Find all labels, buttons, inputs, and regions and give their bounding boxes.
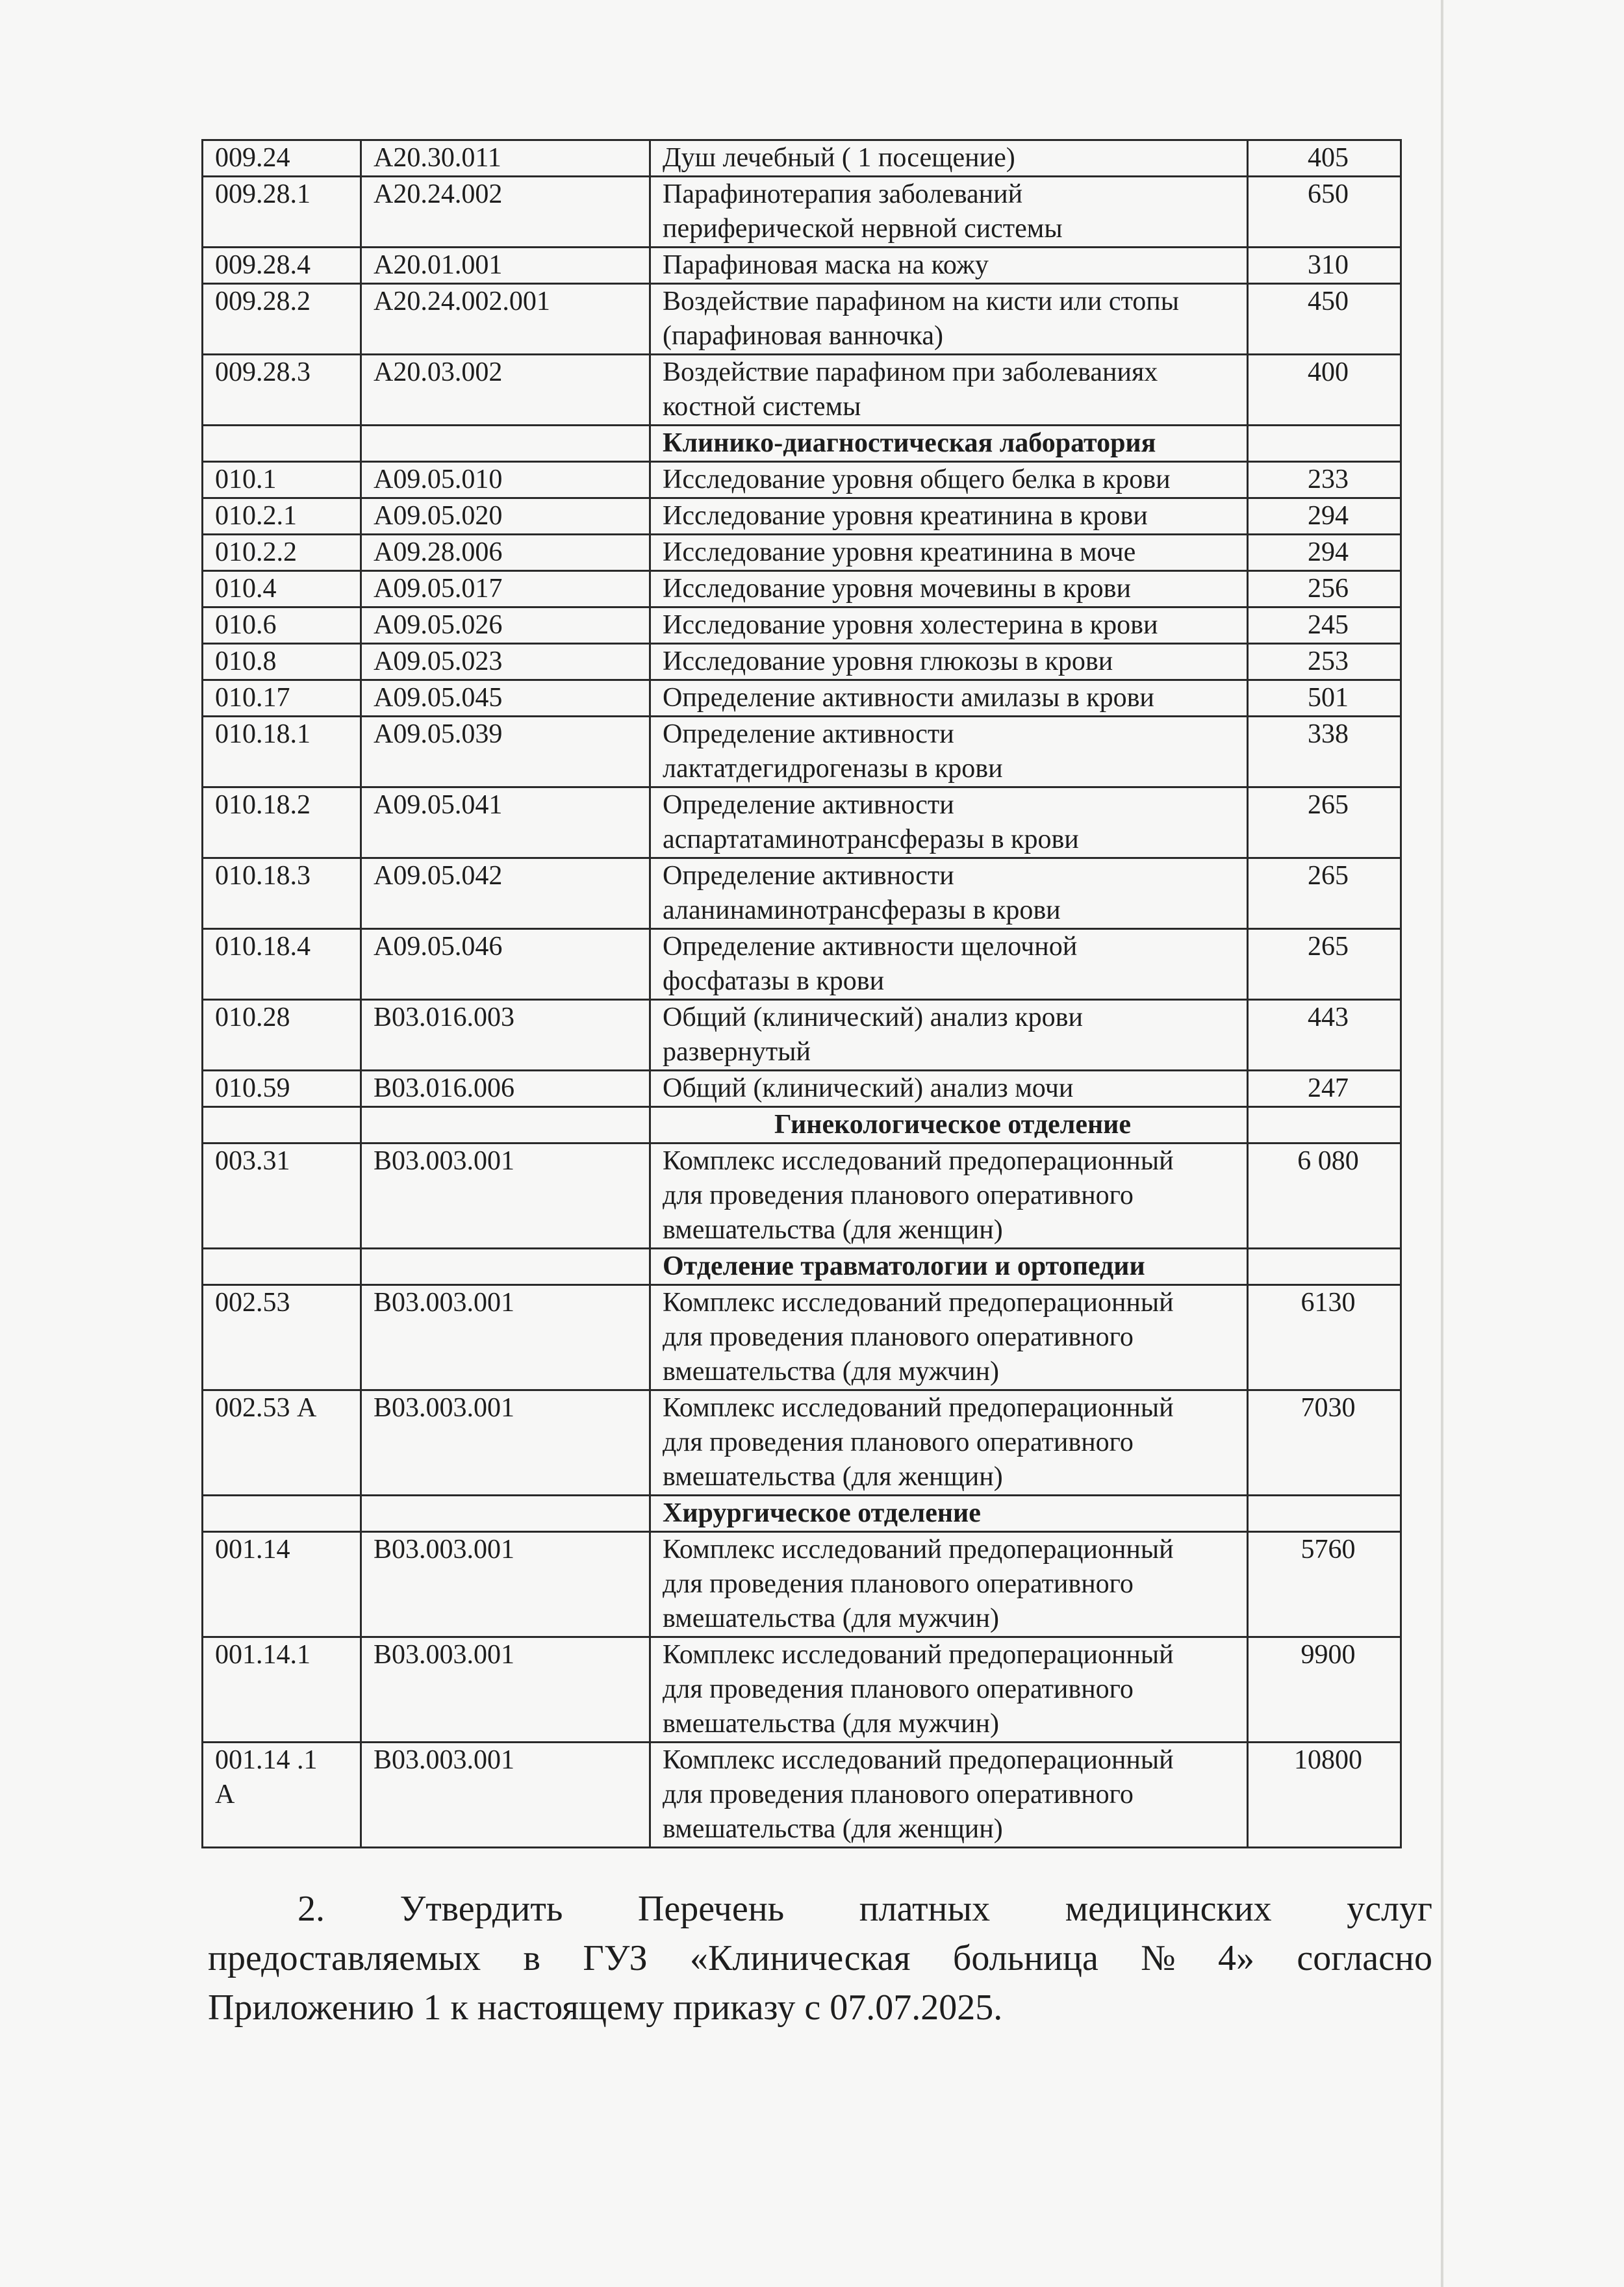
section-title: Гинекологическое отделение [650, 1107, 1248, 1144]
service-code: A20.24.002.001 [361, 284, 650, 355]
service-name: Комплекс исследований предоперационный для проведения планового оперативного вмешательства (для мужчин) [650, 1637, 1248, 1743]
service-price: 233 [1248, 462, 1401, 498]
service-code: A09.05.039 [361, 717, 650, 787]
paragraph-word: Утвердить [400, 1889, 563, 1929]
service-number: 010.18.3 [203, 858, 361, 929]
paragraph-word: предоставляемых [208, 1938, 481, 1978]
service-name: Комплекс исследований предоперационный для проведения планового оперативного вмешательства (для женщин) [650, 1743, 1248, 1848]
table-row [203, 1532, 1401, 1637]
section-price-empty [1248, 1496, 1401, 1532]
service-code: A09.05.026 [361, 607, 650, 644]
service-code: A09.05.017 [361, 571, 650, 607]
service-name: Исследование уровня глюкозы в крови [650, 644, 1248, 680]
service-code: A09.05.010 [361, 462, 650, 498]
service-name: Исследование уровня креатинина в моче [650, 535, 1248, 571]
section-num-empty [203, 1107, 361, 1144]
service-code: A09.05.023 [361, 644, 650, 680]
service-number: 009.28.1 [203, 177, 361, 248]
service-name: Определение активности аспартатаминотрансферазы в крови [650, 787, 1248, 858]
service-price: 5760 [1248, 1532, 1401, 1637]
service-number: 001.14 .1 А [203, 1743, 361, 1848]
section-price-empty [1248, 1107, 1401, 1144]
service-name: Душ лечебный ( 1 посещение) [650, 140, 1248, 177]
service-price: 6 080 [1248, 1144, 1401, 1249]
service-name: Определение активности амилазы в крови [650, 680, 1248, 717]
section-price-empty [1248, 426, 1401, 462]
section-code-empty [361, 426, 650, 462]
service-number: 010.2.1 [203, 498, 361, 535]
service-price: 253 [1248, 644, 1401, 680]
service-number: 003.31 [203, 1144, 361, 1249]
service-price: 294 [1248, 498, 1401, 535]
service-number: 009.28.2 [203, 284, 361, 355]
paragraph-word: услуг [1347, 1889, 1432, 1929]
section-num-empty [203, 1249, 361, 1285]
paragraph-line-2 [208, 1934, 1432, 1983]
paragraph-word: ГУЗ [583, 1938, 648, 1978]
service-code: B03.003.001 [361, 1532, 650, 1637]
service-code: B03.003.001 [361, 1144, 650, 1249]
paragraph-word: «Клиническая [690, 1938, 911, 1978]
service-price: 7030 [1248, 1390, 1401, 1496]
service-number: 010.18.2 [203, 787, 361, 858]
service-price: 294 [1248, 535, 1401, 571]
service-number: 010.17 [203, 680, 361, 717]
service-name: Исследование уровня холестерина в крови [650, 607, 1248, 644]
table-row [203, 929, 1401, 1000]
service-price: 265 [1248, 787, 1401, 858]
paragraph-word: больница [952, 1938, 1098, 1978]
paragraph-word: № [1141, 1938, 1176, 1978]
service-name: Парафиновая маска на кожу [650, 248, 1248, 284]
table-row [203, 1743, 1401, 1848]
table-row [203, 858, 1401, 929]
service-number: 002.53 [203, 1285, 361, 1390]
table-row [203, 680, 1401, 717]
service-name: Парафинотерапия заболеваний периферической нервной системы [650, 177, 1248, 248]
table-row [203, 284, 1401, 355]
order-paragraph [208, 1884, 1432, 2032]
service-price: 256 [1248, 571, 1401, 607]
service-name: Исследование уровня креатинина в крови [650, 498, 1248, 535]
service-price: 443 [1248, 1000, 1401, 1071]
service-name: Общий (клинический) анализ мочи [650, 1071, 1248, 1107]
service-number: 001.14.1 [203, 1637, 361, 1743]
service-number: 010.1 [203, 462, 361, 498]
service-price: 400 [1248, 355, 1401, 426]
section-title: Хирургическое отделение [650, 1496, 1248, 1532]
section-row [203, 1249, 1401, 1285]
paragraph-word: медицинских [1065, 1889, 1272, 1929]
service-name: Определение активности лактатдегидрогеназы в крови [650, 717, 1248, 787]
paragraph-word: 4» [1218, 1938, 1255, 1978]
service-code: A09.05.020 [361, 498, 650, 535]
service-number: 009.24 [203, 140, 361, 177]
service-code: A09.28.006 [361, 535, 650, 571]
table-row [203, 1637, 1401, 1743]
service-price: 501 [1248, 680, 1401, 717]
section-title: Клинико-диагностическая лаборатория [650, 426, 1248, 462]
service-number: 009.28.4 [203, 248, 361, 284]
price-table [201, 139, 1402, 1848]
service-name: Общий (клинический) анализ крови развернутый [650, 1000, 1248, 1071]
service-price: 405 [1248, 140, 1401, 177]
service-number: 010.4 [203, 571, 361, 607]
service-number: 010.18.4 [203, 929, 361, 1000]
section-code-empty [361, 1107, 650, 1144]
section-num-empty [203, 1496, 361, 1532]
service-name: Определение активности аланинаминотрансферазы в крови [650, 858, 1248, 929]
section-row [203, 426, 1401, 462]
service-code: A20.01.001 [361, 248, 650, 284]
service-code: B03.003.001 [361, 1743, 650, 1848]
table-row [203, 787, 1401, 858]
table-row [203, 355, 1401, 426]
service-code: B03.016.006 [361, 1071, 650, 1107]
service-price: 245 [1248, 607, 1401, 644]
service-code: B03.003.001 [361, 1285, 650, 1390]
paragraph-word: в [523, 1938, 540, 1978]
service-price: 10800 [1248, 1743, 1401, 1848]
service-code: A09.05.045 [361, 680, 650, 717]
table-row [203, 177, 1401, 248]
service-code: A20.03.002 [361, 355, 650, 426]
table-row [203, 1071, 1401, 1107]
service-code: B03.003.001 [361, 1637, 650, 1743]
table-row [203, 1144, 1401, 1249]
table-row [203, 248, 1401, 284]
section-num-empty [203, 426, 361, 462]
table-row [203, 607, 1401, 644]
section-row [203, 1107, 1401, 1144]
table-row [203, 1285, 1401, 1390]
service-number: 009.28.3 [203, 355, 361, 426]
table-row [203, 140, 1401, 177]
service-price: 265 [1248, 929, 1401, 1000]
scan-edge-line [1441, 0, 1443, 2287]
service-code: A09.05.041 [361, 787, 650, 858]
table-row [203, 644, 1401, 680]
paragraph-line-1 [208, 1884, 1432, 1934]
service-price: 265 [1248, 858, 1401, 929]
service-name: Комплекс исследований предоперационный для проведения планового оперативного вмешательства (для мужчин) [650, 1532, 1248, 1637]
service-code: A20.24.002 [361, 177, 650, 248]
service-name: Исследование уровня мочевины в крови [650, 571, 1248, 607]
service-name: Комплекс исследований предоперационный для проведения планового оперативного вмешательства (для женщин) [650, 1144, 1248, 1249]
service-name: Воздействие парафином на кисти или стопы (парафиновая ванночка) [650, 284, 1248, 355]
paragraph-word: согласно [1297, 1938, 1432, 1978]
price-table-body [203, 140, 1401, 1848]
service-number: 010.28 [203, 1000, 361, 1071]
service-name: Комплекс исследований предоперационный для проведения планового оперативного вмешательства (для мужчин) [650, 1285, 1248, 1390]
paragraph-word: Перечень [637, 1889, 785, 1929]
service-name: Исследование уровня общего белка в крови [650, 462, 1248, 498]
service-number: 010.18.1 [203, 717, 361, 787]
service-number: 010.59 [203, 1071, 361, 1107]
paragraph-word: платных [859, 1889, 991, 1929]
service-price: 338 [1248, 717, 1401, 787]
section-title: Отделение травматологии и ортопедии [650, 1249, 1248, 1285]
service-code: A09.05.046 [361, 929, 650, 1000]
service-price: 247 [1248, 1071, 1401, 1107]
section-code-empty [361, 1249, 650, 1285]
table-row [203, 717, 1401, 787]
service-price: 450 [1248, 284, 1401, 355]
service-number: 010.8 [203, 644, 361, 680]
table-row [203, 498, 1401, 535]
section-code-empty [361, 1496, 650, 1532]
table-row [203, 1000, 1401, 1071]
table-row [203, 571, 1401, 607]
service-name: Комплекс исследований предоперационный для проведения планового оперативного вмешательства (для женщин) [650, 1390, 1248, 1496]
service-price: 650 [1248, 177, 1401, 248]
service-number: 010.2.2 [203, 535, 361, 571]
service-code: A09.05.042 [361, 858, 650, 929]
section-price-empty [1248, 1249, 1401, 1285]
table-row [203, 462, 1401, 498]
service-number: 001.14 [203, 1532, 361, 1637]
section-row [203, 1496, 1401, 1532]
service-price: 6130 [1248, 1285, 1401, 1390]
service-price: 9900 [1248, 1637, 1401, 1743]
service-code: B03.016.003 [361, 1000, 650, 1071]
service-number: 002.53 А [203, 1390, 361, 1496]
service-number: 010.6 [203, 607, 361, 644]
paragraph-word: 2. [298, 1889, 325, 1929]
service-code: B03.003.001 [361, 1390, 650, 1496]
table-row [203, 535, 1401, 571]
service-name: Определение активности щелочной фосфатазы в крови [650, 929, 1248, 1000]
service-price: 310 [1248, 248, 1401, 284]
paragraph-line-3: Приложению 1 к настоящему приказу с 07.07.2025. [208, 1987, 1003, 2028]
service-name: Воздействие парафином при заболеваниях костной системы [650, 355, 1248, 426]
table-row [203, 1390, 1401, 1496]
service-code: A20.30.011 [361, 140, 650, 177]
